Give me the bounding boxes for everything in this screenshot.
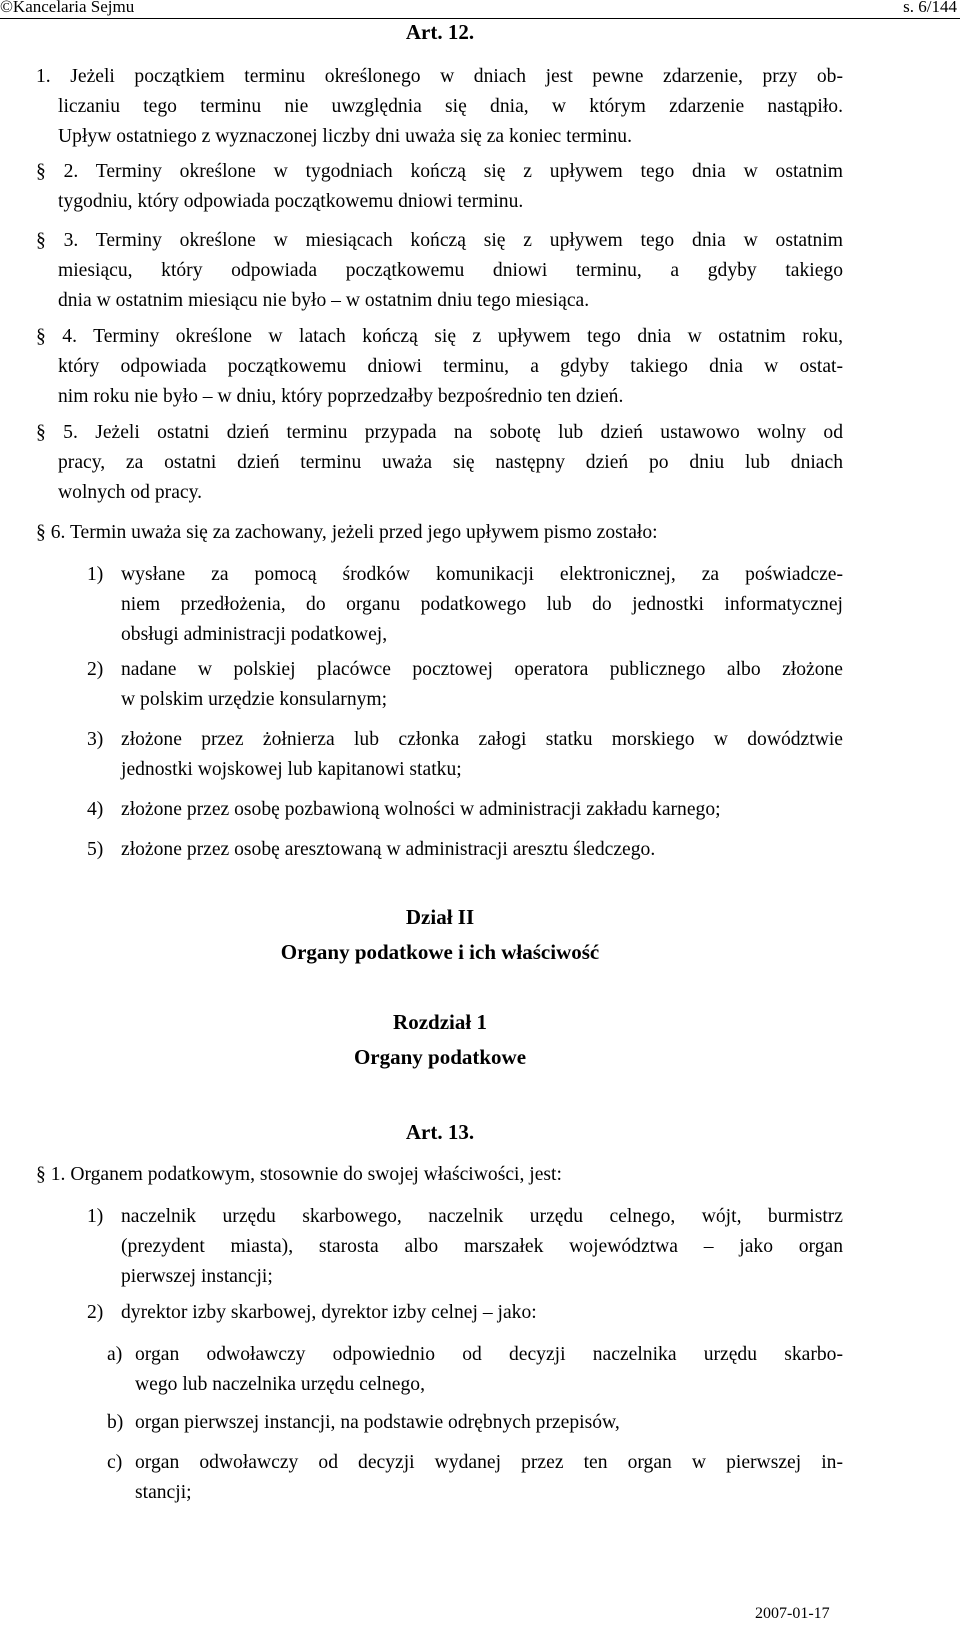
item-line: pierwszej instancji; [121,1266,273,1287]
item-label: 5) [87,839,104,860]
page-number: s. 6/144 [903,0,957,16]
art12-p2 [36,157,844,217]
item-label: 1) [87,1206,104,1227]
subitem-line [107,1448,843,1478]
item-text: złożone przez żołnierza lub członka załogi statku morskiego w dowództwie [121,729,843,750]
item-line [87,835,843,865]
subitem-text: organ pierwszej instancji, na podstawie odrębnych przepisów, [135,1412,620,1433]
art12-p6-item-2 [87,655,843,715]
item-text: wysłane za pomocą środków komunikacji elektronicznej, za poświadcze- [121,564,843,585]
section-sign: § [36,522,46,543]
art12-p1-line3: Upływ ostatniego z wyznaczonej liczby dni uważa się za koniec terminu. [58,126,632,147]
art13-subitem-b [107,1408,843,1438]
item-line [87,1298,843,1328]
subitem-line [107,1340,843,1370]
item-text: złożone przez osobę aresztowaną w administracji aresztu śledczego. [121,839,656,860]
art12-p5-text-1: Jeżeli ostatni dzień terminu przypada na sobotę lub dzień ustawowo wolny od [95,422,844,443]
item-label: 1) [87,564,104,585]
art12-p4 [36,322,844,412]
art12-p6-text: Termin uważa się za zachowany, jeżeli przed jego upływem pismo zostało: [69,522,658,543]
subitem-line: stancji; [135,1482,192,1503]
art12-p4-line1 [36,322,844,352]
section-sign: § [36,422,46,443]
item-line: obsługi administracji podatkowej, [121,624,388,645]
art13-p1-text: Organem podatkowym, stosownie do swojej właściwości, jest: [70,1164,562,1185]
art12-p5-line2: pracy, za ostatni dzień terminu uważa się następny dzień po dniu lub dniach [58,452,843,473]
art12-p6-item-5 [87,835,843,865]
art13-p1-num: 1. [50,1164,66,1185]
item-line: jednostki wojskowej lub kapitanowi statku; [121,759,462,780]
subitem-label: a) [107,1344,123,1365]
item-line: niem przedłożenia, do organu podatkowego lub do jednostki informatycznej [121,594,843,615]
art12-p1 [36,62,843,152]
item-line [87,1202,843,1232]
chapter-title: Rozdział 1 [393,1010,487,1034]
art12-p3-text-1: Terminy określone w miesiącach kończą się z upływem tego dnia w ostatnim [95,230,844,251]
art12-p5-line3: wolnych od pracy. [58,482,203,503]
art12-p6-line1 [36,518,843,548]
art12-p6 [36,518,843,548]
page-header [0,0,960,19]
art13-p1 [36,1160,843,1190]
art12-p4-num: 4. [62,326,77,347]
article-12-title: Art. 12. [405,20,475,44]
art12-p4-text-1: Terminy określone w latach kończą się z upływem tego dnia w ostatnim roku, [93,326,844,347]
art12-p4-line2: który odpowiada początkowemu dniowi terminu, a gdyby takiego dnia w ostat- [58,356,843,377]
art12-p6-item-1 [87,560,843,650]
item-line [87,560,843,590]
section-sign: § [36,326,46,347]
copyright-label: ©Kancelaria Sejmu [0,0,135,16]
item-line: (prezydent miasta), starosta albo marszałek województwa – jako organ [121,1236,843,1257]
art12-p3-line2: miesiącu, który odpowiada początkowemu dniowi terminu, a gdyby takiego [58,260,843,281]
section-sign: § [36,1164,46,1185]
division-title: Dział II [405,905,475,929]
art12-p1-num: 1. [36,66,51,87]
art12-p2-text-1: Terminy określone w tygodniach kończą się z upływem tego dnia w ostatnim [95,161,844,182]
item-label: 3) [87,729,104,750]
art13-p1-item-1 [87,1202,843,1292]
chapter-subtitle: Organy podatkowe [353,1045,527,1069]
item-label: 2) [87,1302,104,1323]
item-label: 2) [87,659,104,680]
division-subtitle: Organy podatkowe i ich właściwość [280,940,600,964]
art12-p5 [36,418,844,508]
item-line: w polskim urzędzie konsularnym; [121,689,388,710]
section-sign: § [36,230,46,251]
item-line [87,725,843,755]
art12-p4-line3: nim roku nie było – w dniu, który poprzedzałby bezpośrednio ten dzień. [58,386,624,407]
art13-subitem-c [107,1448,843,1508]
art12-p6-item-4 [87,795,843,825]
art12-p2-num: 2. [63,161,79,182]
subitem-line: wego lub naczelnika urzędu celnego, [135,1374,425,1395]
art12-p5-line1 [36,418,844,448]
art12-p5-num: 5. [63,422,78,443]
item-text: nadane w polskiej placówce pocztowej operatora publicznego albo złożone [121,659,843,680]
item-label: 4) [87,799,104,820]
subitem-line [107,1408,843,1438]
art12-p3-line3: dnia w ostatnim miesiącu nie było – w ostatnim dniu tego miesiąca. [58,290,590,311]
subitem-text: organ odwoławczy odpowiednio od decyzji naczelnika urzędu skarbo- [135,1344,843,1365]
subitem-label: b) [107,1412,124,1433]
item-text: złożone przez osobę pozbawioną wolności w administracji zakładu karnego; [121,799,721,820]
section-sign: § [36,161,46,182]
art12-p1-line1 [36,62,843,92]
art12-p3-num: 3. [63,230,79,251]
item-line [87,795,843,825]
art12-p1-line2: liczaniu tego terminu nie uwzględnia się dnia, w którym zdarzenie nastąpiło. [58,96,843,117]
art12-p6-num: 6. [50,522,66,543]
article-13-title: Art. 13. [405,1120,475,1144]
art13-p1-item-2 [87,1298,843,1328]
art13-p1-line1 [36,1160,843,1190]
art13-subitem-a [107,1340,843,1400]
art12-p2-line2: tygodniu, który odpowiada początkowemu dniowi terminu. [58,191,524,212]
art12-p3-line1 [36,226,844,256]
item-line [87,655,843,685]
art12-p2-line1 [36,157,844,187]
art12-p6-item-3 [87,725,843,785]
subitem-text: organ odwoławczy od decyzji wydanej przez ten organ w pierwszej in- [135,1452,843,1473]
art12-p1-text-1: Jeżeli początkiem terminu określonego w dniach jest pewne zdarzenie, przy ob- [70,66,843,87]
footer-date: 2007-01-17 [755,1605,830,1622]
subitem-label: c) [107,1452,123,1473]
item-text: dyrektor izby skarbowej, dyrektor izby celnej – jako: [121,1302,537,1323]
item-text: naczelnik urzędu skarbowego, naczelnik urzędu celnego, wójt, burmistrz [121,1206,843,1227]
art12-p3 [36,226,844,316]
